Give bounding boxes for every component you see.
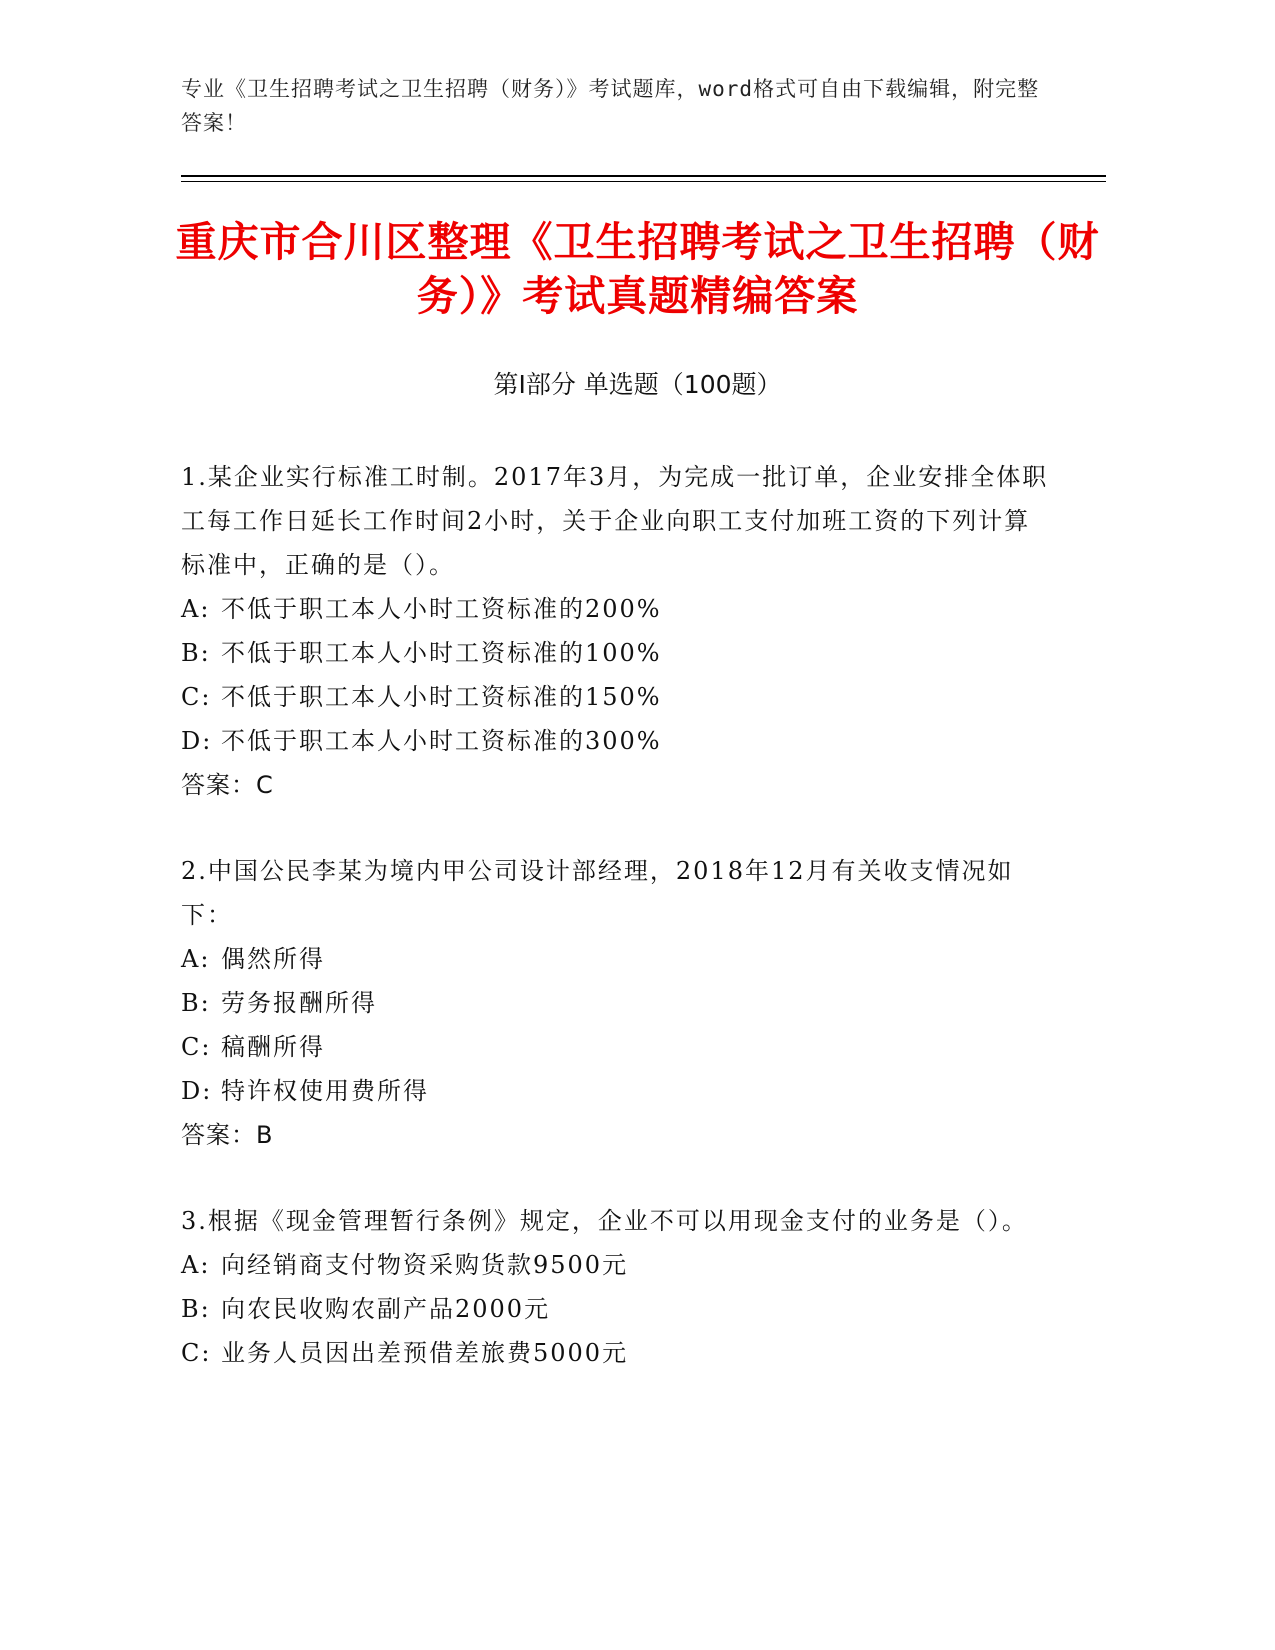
option-text: 不低于职工本人小时工资标准的300%	[221, 727, 662, 755]
question-2	[181, 849, 1051, 1157]
option-key: D:	[181, 1077, 213, 1105]
option-key: C:	[181, 1033, 212, 1061]
option-text: 业务人员因出差预借差旅费5000元	[221, 1339, 629, 1367]
option-key: C:	[181, 683, 212, 711]
header-divider-thick	[181, 175, 1106, 177]
option-key: D:	[181, 727, 213, 755]
option-a	[181, 587, 1051, 631]
option-text: 稿酬所得	[221, 1033, 325, 1061]
option-list	[181, 1243, 1051, 1375]
option-text: 特许权使用费所得	[221, 1077, 429, 1105]
option-a	[181, 1243, 1051, 1287]
option-text: 偶然所得	[221, 945, 325, 973]
option-d	[181, 1069, 1051, 1113]
question-stem: 3.根据《现金管理暂行条例》规定，企业不可以用现金支付的业务是（）。	[181, 1207, 1028, 1235]
option-text: 不低于职工本人小时工资标准的100%	[221, 639, 662, 667]
option-b	[181, 981, 1051, 1025]
option-list	[181, 937, 1051, 1113]
option-key: C:	[181, 1339, 212, 1367]
option-text: 不低于职工本人小时工资标准的200%	[221, 595, 662, 623]
option-list	[181, 587, 1051, 763]
option-key: A:	[181, 595, 211, 623]
option-text: 劳务报酬所得	[221, 989, 377, 1017]
question-1	[181, 455, 1051, 807]
option-b	[181, 631, 1051, 675]
option-text: 向农民收购农副产品2000元	[221, 1295, 551, 1323]
question-list	[181, 455, 1051, 1417]
option-key: A:	[181, 945, 211, 973]
option-a	[181, 937, 1051, 981]
option-c	[181, 1025, 1051, 1069]
option-key: A:	[181, 1251, 211, 1279]
header-note: 专业《卫生招聘考试之卫生招聘（财务）》考试题库，word格式可自由下载编辑，附完整答案！	[181, 77, 1040, 135]
section-title: 第Ⅰ部分 单选题（100题）	[493, 370, 782, 399]
option-text: 不低于职工本人小时工资标准的150%	[221, 683, 662, 711]
option-text: 向经销商支付物资采购货款9500元	[221, 1251, 629, 1279]
option-b	[181, 1287, 1051, 1331]
option-key: B:	[181, 1295, 211, 1323]
option-d	[181, 719, 1051, 763]
question-stem: 2.中国公民李某为境内甲公司设计部经理，2018年12月有关收支情况如下：	[181, 857, 1014, 929]
option-key: B:	[181, 639, 211, 667]
document-title: 重庆市合川区整理《卫生招聘考试之卫生招聘（财务）》考试真题精编答案	[175, 218, 1100, 320]
header-divider-thin	[181, 181, 1106, 182]
answer-line: 答案：C	[181, 771, 274, 799]
answer-line: 答案：B	[181, 1121, 274, 1149]
question-stem: 1.某企业实行标准工时制。2017年3月，为完成一批订单，企业安排全体职工每工作日延长工作时间2小时，关于企业向职工支付加班工资的下列计算标准中，正确的是（）。	[181, 463, 1049, 579]
option-c	[181, 1331, 1051, 1375]
question-3	[181, 1199, 1051, 1375]
option-key: B:	[181, 989, 211, 1017]
option-c	[181, 675, 1051, 719]
